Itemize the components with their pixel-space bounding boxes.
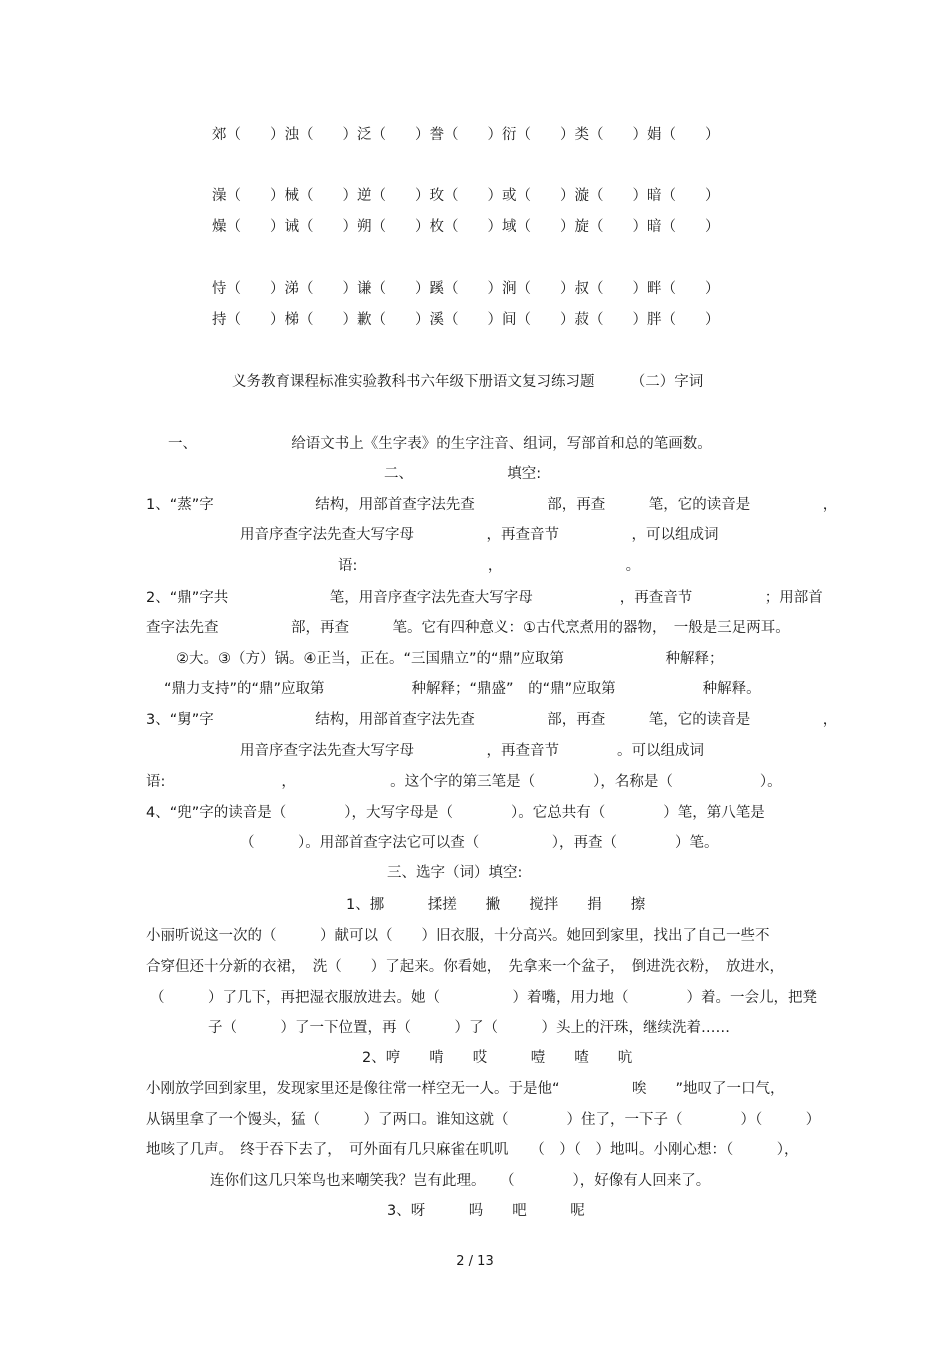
passage2-line-1: 小刚放学回到家里，发现家里还是像往常一样空无一人。于是他“ 唉 ”地叹了一口气， xyxy=(146,1081,785,1097)
passage2-line-2: 从锅里拿了一个馒头，猛（ ）了两口。谁知这就（ ）住了，一下子（ ）（ ） xyxy=(146,1112,821,1128)
passage1-line-2: 合穿但还十分新的衣裙， 洗（ ）了起来。你看她， 先拿来一个盆子， 倒进洗衣粉， 放进水， xyxy=(146,959,784,975)
part2-title: 二、 填空: xyxy=(384,466,542,482)
q2-line-2: 查字法先查 部，再查 笔。它有四种意义：①古代烹煮用的器物， 一般是三足两耳。 xyxy=(146,620,790,636)
passage1-line-4: 子（ ）了一下位置，再（ ）了（ ）头上的汗珠，继续洗着…… xyxy=(208,1020,730,1036)
passage1-line-1: 小丽听说这一次的（ ）献可以（ ）旧衣服，十分高兴。她回到家里，找出了自己一些不 xyxy=(146,928,770,944)
q2-line-1: 2、“鼎”字共 笔，用音序查字法先查大写字母 ，再查音节 ；用部首 xyxy=(146,590,823,606)
q1-line-1: 1、“蒸”字 结构，用部首查字法先查 部，再查 笔，它的读音是 ， xyxy=(146,497,838,513)
page-number: 2 / 13 xyxy=(456,1254,494,1269)
q2-line-4: “鼎力支持”的“鼎”应取第 种解释；“鼎盛” 的“鼎”应取第 种解释。 xyxy=(164,681,761,697)
passage2-line-4: 连你们这几只笨鸟也来嘲笑我？岂有此理。 （ ），好像有人回来了。 xyxy=(210,1173,711,1189)
char-row-1: 郊（ ）浊（ ）泛（ ）誊（ ）衍（ ）类（ ）娟（ ） xyxy=(212,127,720,143)
q1-line-3: 语: ， 。 xyxy=(338,558,641,574)
passage1-word-choices: 1、挪 揉搓 撇 搅拌 捐 擦 xyxy=(346,897,646,913)
section-title: 义务教育课程标准实验教科书六年级下册语文复习练习题 （二）字词 xyxy=(232,374,704,390)
passage1-line-3: （ ）了几下，再把湿衣服放进去。她（ ）着嘴，用力地（ ）着。一会儿，把凳 xyxy=(150,990,817,1006)
q3-line-2: 用音序查字法先查大写字母 ，再查音节 。可以组成词 xyxy=(240,743,704,759)
q2-line-3: ②大。③（方）锅。④正当，正在。“三国鼎立”的“鼎”应取第 种解释； xyxy=(176,651,724,667)
q3-line-1: 3、“舅”字 结构，用部首查字法先查 部，再查 笔，它的读音是 ， xyxy=(146,712,838,728)
char-row-4: 恃（ ）涕（ ）谦（ ）蹊（ ）涧（ ）叔（ ）畔（ ） xyxy=(212,281,720,297)
passage2-word-choices: 2、哼 啃 哎 噎 喳 吭 xyxy=(362,1050,633,1066)
q4-line-1: 4、“兜”字的读音是（ ），大写字母是（ ）。它总共有（ ）笔，第八笔是 xyxy=(146,805,765,821)
char-row-2: 澡（ ）械（ ）逆（ ）玫（ ）或（ ）漩（ ）暗（ ） xyxy=(212,188,720,204)
part3-title: 三、选字（词）填空: xyxy=(387,865,523,881)
passage3-word-choices: 3、呀 吗 吧 呢 xyxy=(387,1203,585,1219)
passage2-line-3: 地咳了几声。 终于吞下去了， 可外面有几只麻雀在叽叽 （ ）（ ）地叫。小刚心想：（ ）， xyxy=(146,1142,799,1158)
q3-line-3: 语: ， 。这个字的第三笔是（ ），名称是（ ）。 xyxy=(146,774,782,790)
char-row-3: 燥（ ）诫（ ）朔（ ）枚（ ）域（ ）旋（ ）暗（ ） xyxy=(212,219,720,235)
part1-instruction: 一、 给语文书上《生字表》的生字注音、组词，写部首和总的笔画数。 xyxy=(168,436,712,452)
char-row-5: 持（ ）梯（ ）歉（ ）溪（ ）间（ ）菽（ ）胖（ ） xyxy=(212,312,720,328)
q1-line-2: 用音序查字法先查大写字母 ，再查音节 ，可以组成词 xyxy=(240,527,719,543)
q4-line-2: （ ）。用部首查字法它可以查（ ），再查（ ）笔。 xyxy=(240,835,719,851)
